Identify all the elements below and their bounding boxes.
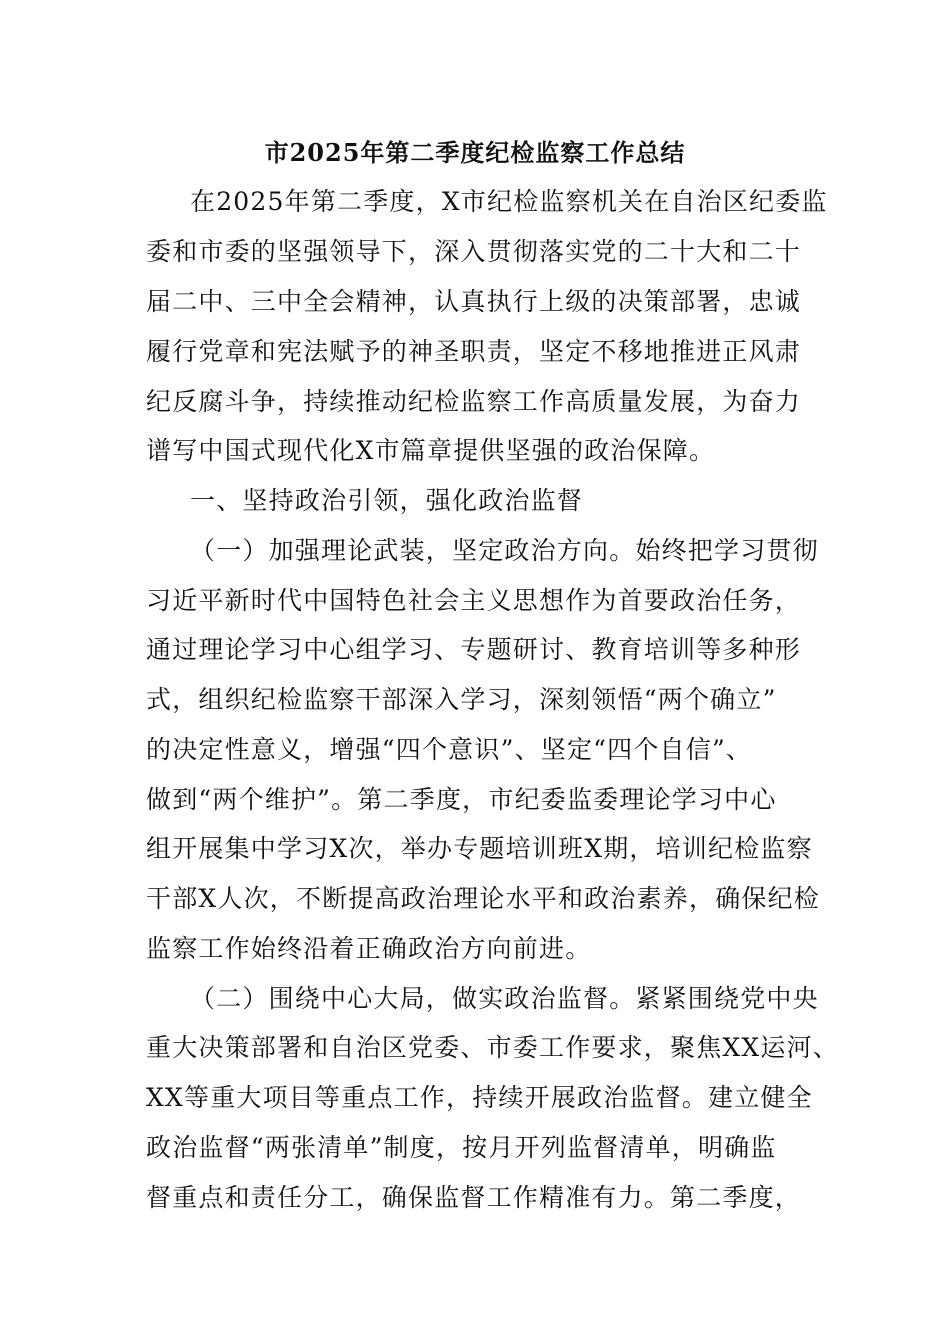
paragraph-line: 式，组织纪检监察干部深入学习，深刻领悟“两个确立” xyxy=(146,685,777,714)
document-title: 市2025年第二季度纪检监察工作总结 xyxy=(264,138,686,167)
paragraph-line: （二）围绕中心大局，做实政治监督。紧紧围绕党中央 xyxy=(190,984,819,1013)
paragraph-line: 政治监督“两张清单”制度，按月开列监督清单，明确监 xyxy=(146,1133,777,1162)
paragraph-line: 通过理论学习中心组学习、专题研讨、教育培训等多种形 xyxy=(146,635,802,664)
paragraph-line: 委和市委的坚强领导下，深入贯彻落实党的二十大和二十 xyxy=(146,237,802,266)
paragraph-line: 督重点和责任分工，确保监督工作精准有力。第二季度， xyxy=(146,1183,802,1212)
paragraph-line: 谱写中国式现代化X市篇章提供坚强的政治保障。 xyxy=(146,436,716,465)
paragraph-line: 届二中、三中全会精神，认真执行上级的决策部署，忠诚 xyxy=(146,287,802,316)
paragraph-line: 纪反腐斗争，持续推动纪检监察工作高质量发展，为奋力 xyxy=(146,387,802,416)
section-heading: 一、坚持政治引领，强化政治监督 xyxy=(190,486,584,515)
paragraph-line: 组开展集中学习X次，举办专题培训班X期，培训纪检监察 xyxy=(146,834,813,863)
paragraph-line: 的决定性意义，增强“四个意识”、坚定“四个自信”、 xyxy=(146,735,753,764)
paragraph-line: XX等重大项目等重点工作，持续开展政治监督。建立健全 xyxy=(146,1083,813,1112)
paragraph-line: （一）加强理论武装，坚定政治方向。始终把学习贯彻 xyxy=(190,536,819,565)
paragraph-line: 监察工作始终沿着正确政治方向前进。 xyxy=(146,934,592,963)
paragraph-line: 做到“两个维护”。第二季度，市纪委监委理论学习中心 xyxy=(146,785,777,814)
paragraph-line: 重大决策部署和自治区党委、市委工作要求，聚焦XX运河、 xyxy=(146,1033,839,1062)
paragraph-line: 干部X人次，不断提高政治理论水平和政治素养，确保纪检 xyxy=(146,884,821,913)
paragraph-line: 履行党章和宪法赋予的神圣职责，坚定不移地推进正风肃 xyxy=(146,337,802,366)
paragraph-line: 习近平新时代中国特色社会主义思想作为首要政治任务， xyxy=(146,586,802,615)
paragraph-line: 在2025年第二季度，X市纪检监察机关在自治区纪委监 xyxy=(190,187,828,216)
